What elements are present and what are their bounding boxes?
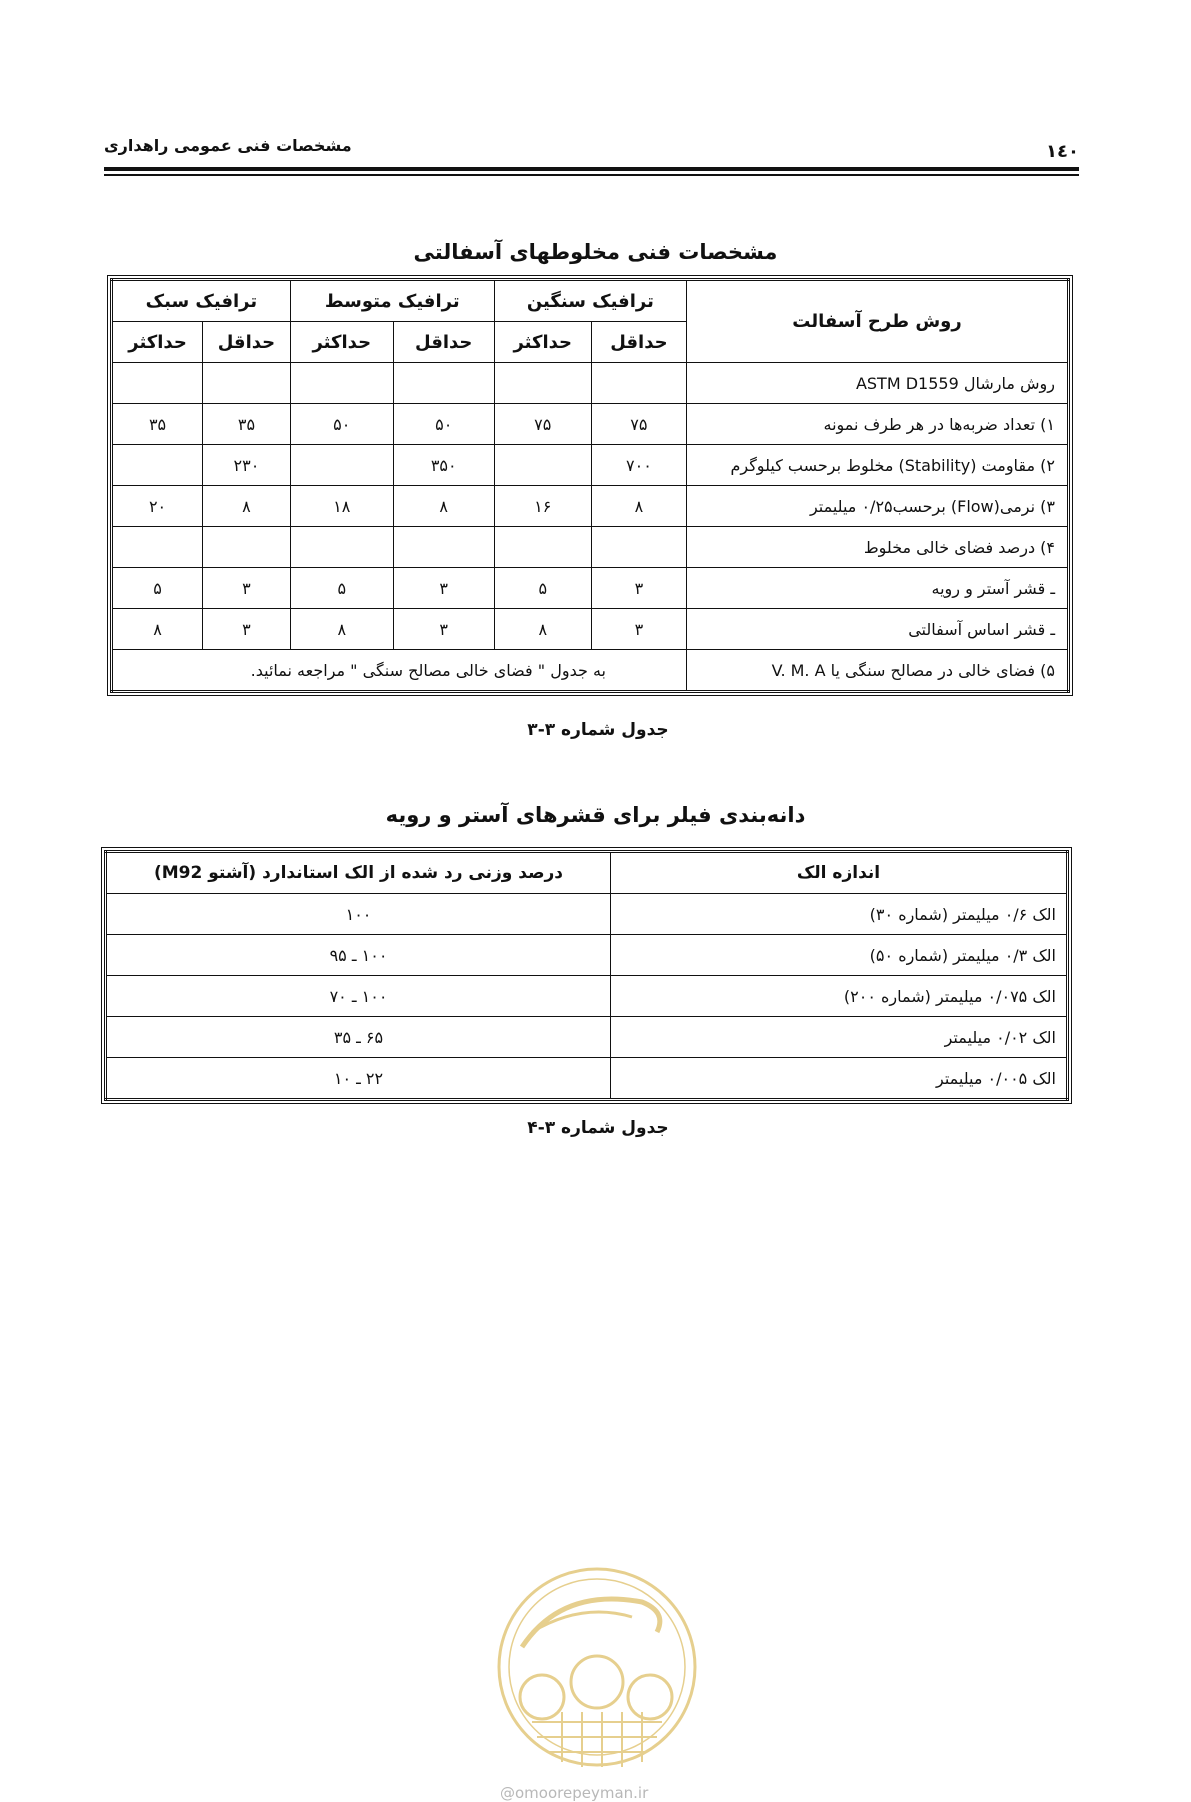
table-row [112, 609, 1069, 650]
value-cell: ۳۵ [112, 404, 203, 445]
value-cell [393, 363, 494, 404]
row-note: به جدول " فضای خالی مصالح سنگی " مراجعه نمائید. [112, 650, 687, 692]
value-cell [203, 527, 291, 568]
value-cell: ۱۸ [290, 486, 393, 527]
percent-passing-header: درصد وزنی رد شده از الک استاندارد (آشتو M92) [106, 852, 611, 894]
sieve-size-cell: الک ۰/۳ میلیمتر (شماره ۵۰) [611, 935, 1068, 976]
value-cell [290, 445, 393, 486]
value-cell: ۳۵ [203, 404, 291, 445]
value-cell [112, 363, 203, 404]
value-cell [112, 527, 203, 568]
value-cell: ۵ [494, 568, 591, 609]
value-cell: ۳ [591, 568, 686, 609]
row-label: ۴) درصد فضای خالی مخلوط [687, 527, 1069, 568]
group-medium: ترافیک متوسط [290, 280, 494, 322]
value-cell: ۵۰ [290, 404, 393, 445]
value-cell: ۵۰ [393, 404, 494, 445]
value-cell [203, 363, 291, 404]
value-cell: ۸ [591, 486, 686, 527]
min-header: حداقل [203, 322, 291, 363]
table-row [112, 486, 1069, 527]
value-cell [494, 527, 591, 568]
table-row [106, 976, 1068, 1017]
header-rule-thin [104, 174, 1079, 176]
value-cell: ۸ [393, 486, 494, 527]
filler-gradation-table [104, 850, 1069, 1101]
watermark-site: @omoorepeyman.ir [500, 1784, 649, 1802]
percent-cell: ۲۲ ـ ۱۰ [106, 1058, 611, 1100]
table-row [106, 1017, 1068, 1058]
table-row [112, 527, 1069, 568]
sieve-size-header: اندازه الک [611, 852, 1068, 894]
table-row [106, 894, 1068, 935]
watermark-logo [492, 1562, 702, 1780]
value-cell: ۳ [393, 568, 494, 609]
table-row [112, 650, 1069, 692]
min-header: حداقل [591, 322, 686, 363]
value-cell [494, 363, 591, 404]
value-cell [112, 445, 203, 486]
value-cell: ۸ [203, 486, 291, 527]
group-light: ترافیک سبک [112, 280, 291, 322]
asphalt-spec-table [110, 278, 1070, 693]
value-cell: ۷۰۰ [591, 445, 686, 486]
percent-cell: ۱۰۰ [106, 894, 611, 935]
group-heavy: ترافیک سنگین [494, 280, 686, 322]
value-cell: ۳ [393, 609, 494, 650]
page-number: ۱٤۰ [1046, 141, 1079, 162]
sieve-size-cell: الک ۰/۰۰۵ میلیمتر [611, 1058, 1068, 1100]
row-label: ـ قشر اساس آسفالتی [687, 609, 1069, 650]
value-cell: ۳ [203, 609, 291, 650]
value-cell [591, 363, 686, 404]
percent-cell: ۶۵ ـ ۳۵ [106, 1017, 611, 1058]
value-cell: ۸ [290, 609, 393, 650]
value-cell: ۲۰ [112, 486, 203, 527]
table-row [112, 363, 1069, 404]
value-cell: ۱۶ [494, 486, 591, 527]
value-cell: ۳ [591, 609, 686, 650]
table1-title: مشخصات فنی مخلوطهای آسفالتی [413, 240, 778, 264]
value-cell [290, 363, 393, 404]
table2-caption: جدول شماره ۳-۴ [527, 1118, 669, 1138]
table1-caption: جدول شماره ۳-۳ [527, 720, 669, 740]
sieve-size-cell: الک ۰/۶ میلیمتر (شماره ۳۰) [611, 894, 1068, 935]
running-header-title: مشخصات فنی عمومی راهداری [104, 136, 352, 155]
sieve-size-cell: الک ۰/۰۷۵ میلیمتر (شماره ۲۰۰) [611, 976, 1068, 1017]
table-header-row [112, 280, 1069, 322]
method-header: روش طرح آسفالت [687, 280, 1069, 363]
table-row [112, 445, 1069, 486]
header-rule [104, 167, 1079, 171]
row-label: ۳) نرمی(Flow) برحسب۰/۲۵ میلیمتر [687, 486, 1069, 527]
row-label: ۵) فضای خالی در مصالح سنگی یا V. M. A [687, 650, 1069, 692]
value-cell [591, 527, 686, 568]
value-cell: ۲۳۰ [203, 445, 291, 486]
value-cell: ۳۵۰ [393, 445, 494, 486]
table2-title: دانه‌بندی فیلر برای قشرهای آستر و رویه [385, 803, 806, 827]
table-header-row [106, 852, 1068, 894]
value-cell [290, 527, 393, 568]
value-cell [393, 527, 494, 568]
row-label: ۲) مقاومت (Stability) مخلوط برحسب کیلوگرم [687, 445, 1069, 486]
row-label: ۱) تعداد ضربه‌ها در هر طرف نمونه [687, 404, 1069, 445]
value-cell: ۸ [112, 609, 203, 650]
max-header: حداکثر [290, 322, 393, 363]
row-label: ـ قشر آستر و رویه [687, 568, 1069, 609]
row-label: روش مارشال ASTM D1559 [687, 363, 1069, 404]
table-row [106, 935, 1068, 976]
min-header: حداقل [393, 322, 494, 363]
value-cell: ۷۵ [494, 404, 591, 445]
table-row [112, 404, 1069, 445]
value-cell: ۷۵ [591, 404, 686, 445]
value-cell [494, 445, 591, 486]
value-cell: ۸ [494, 609, 591, 650]
value-cell: ۵ [290, 568, 393, 609]
max-header: حداکثر [494, 322, 591, 363]
value-cell: ۵ [112, 568, 203, 609]
table-row [112, 568, 1069, 609]
table-row [106, 1058, 1068, 1100]
percent-cell: ۱۰۰ ـ ۷۰ [106, 976, 611, 1017]
max-header: حداکثر [112, 322, 203, 363]
sieve-size-cell: الک ۰/۰۲ میلیمتر [611, 1017, 1068, 1058]
percent-cell: ۱۰۰ ـ ۹۵ [106, 935, 611, 976]
value-cell: ۳ [203, 568, 291, 609]
